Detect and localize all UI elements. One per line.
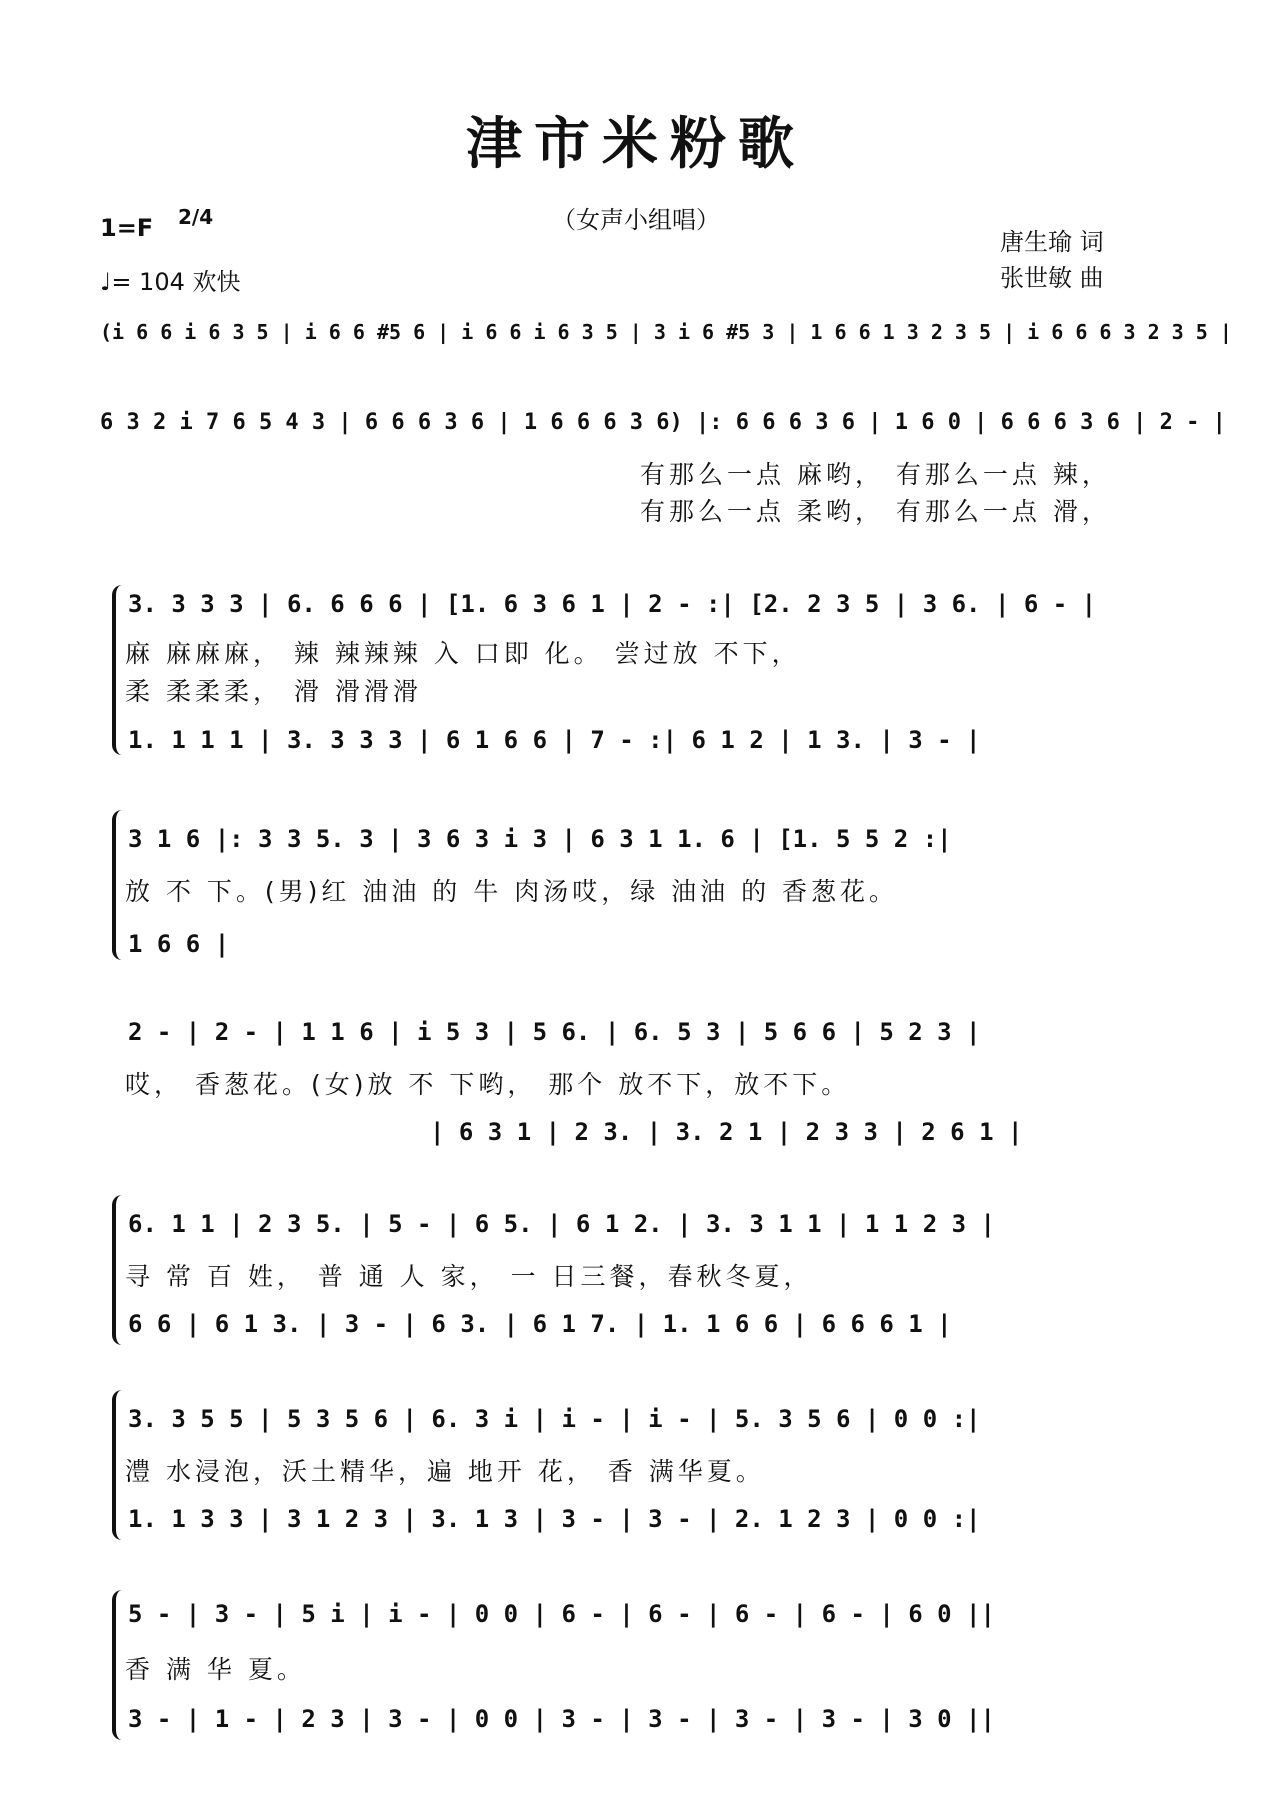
- staff-notes: | 6 3 1 | 2 3. | 3. 2 1 | 2 3 3 | 2 6 1 |: [430, 1118, 1023, 1146]
- staff-notes: 1. 1 1 1 | 3. 3 3 3 | 6 1 6 6 | 7 - :| 6 1 2 | 1 3. | 3 - |: [128, 726, 981, 754]
- staff-notes: 6. 1 1 | 2 3 5. | 5 - | 6 5. | 6 1 2. | 3. 3 1 1 | 1 1 2 3 |: [128, 1210, 995, 1238]
- staff-brace: [112, 1195, 122, 1345]
- staff-notes: 3. 3 3 3 | 6. 6 6 6 | [1. 6 3 6 1 | 2 - :| [2. 2 3 5 | 3 6. | 6 - |: [128, 590, 1097, 618]
- lyric-line: 哎， 香葱花。(女)放 不 下哟， 那个 放不下，放不下。: [125, 1070, 851, 1099]
- lyric-line: 有那么一点 麻哟， 有那么一点 辣，: [640, 460, 1111, 489]
- song-title: 津市米粉歌: [466, 112, 806, 177]
- key-signature: 1=F: [100, 214, 154, 242]
- staff-notes: 1. 1 3 3 | 3 1 2 3 | 3. 1 3 | 3 - | 3 - | 2. 1 2 3 | 0 0 :|: [128, 1505, 981, 1533]
- staff-notes: 3 1 6 |: 3 3 5. 3 | 3 6 3 i 3 | 6 3 1 1. 6 | [1. 5 5 2 :|: [128, 825, 952, 853]
- song-subtitle: （女声小组唱）: [552, 206, 720, 234]
- composer-credit: 张世敏 曲: [1000, 264, 1104, 292]
- lyric-line: 柔 柔柔柔， 滑 滑滑滑: [125, 677, 422, 706]
- staff-notes: 1 6 6 |: [128, 930, 230, 958]
- staff-notes: (i 6 6 i 6 3 5 | i 6 6 #5 6 | i 6 6 i 6 3 5 | 3 i 6 #5 3 | 1 6 6 1 3 2 3 5 | i 6 6 6 3 2 3 5 |: [100, 320, 1232, 344]
- staff-notes: 3. 3 5 5 | 5 3 5 6 | 6. 3 i | i - | i - | 5. 3 5 6 | 0 0 :|: [128, 1405, 981, 1433]
- lyric-line: 有那么一点 柔哟， 有那么一点 滑，: [640, 497, 1111, 526]
- lyric-line: 放 不 下。(男)红 油油 的 牛 肉汤哎，绿 油油 的 香葱花。: [125, 877, 899, 906]
- staff-brace: [112, 810, 122, 960]
- time-signature-text: 2/4: [178, 205, 214, 229]
- staff-notes: 5 - | 3 - | 5 i | i - | 0 0 | 6 - | 6 - | 6 - | 6 - | 6 0 ||: [128, 1600, 995, 1628]
- lyric-line: 香 满 华 夏。: [125, 1655, 306, 1684]
- staff-notes: 3 - | 1 - | 2 3 | 3 - | 0 0 | 3 - | 3 - | 3 - | 3 - | 3 0 ||: [128, 1705, 995, 1733]
- tempo-marking: ♩= 104 欢快: [100, 268, 241, 296]
- time-signature: [178, 205, 214, 229]
- staff-notes: 2 - | 2 - | 1 1 6 | i 5 3 | 5 6. | 6. 5 3 | 5 6 6 | 5 2 3 |: [128, 1018, 981, 1046]
- lyric-line: 澧 水浸泡，沃土精华，遍 地开 花， 香 满华夏。: [125, 1457, 765, 1486]
- staff-notes: 6 3 2 i 7 6 5 4 3 | 6 6 6 3 6 | 1 6 6 6 3 6) |: 6 6 6 3 6 | 1 6 0 | 6 6 6 3 6 | 2 - |: [100, 410, 1226, 435]
- lyric-line: 麻 麻麻麻， 辣 辣辣辣 入 口即 化。 尝过放 不下，: [125, 639, 801, 668]
- staff-brace: [112, 1390, 122, 1540]
- lyric-line: 寻 常 百 姓， 普 通 人 家， 一 日三餐，春秋冬夏，: [125, 1262, 813, 1291]
- staff-brace: [112, 585, 122, 755]
- staff-brace: [112, 1590, 122, 1740]
- staff-notes: 6 6 | 6 1 3. | 3 - | 6 3. | 6 1 7. | 1. 1 6 6 | 6 6 6 1 |: [128, 1310, 952, 1338]
- lyricist-credit: 唐生瑜 词: [1000, 228, 1104, 256]
